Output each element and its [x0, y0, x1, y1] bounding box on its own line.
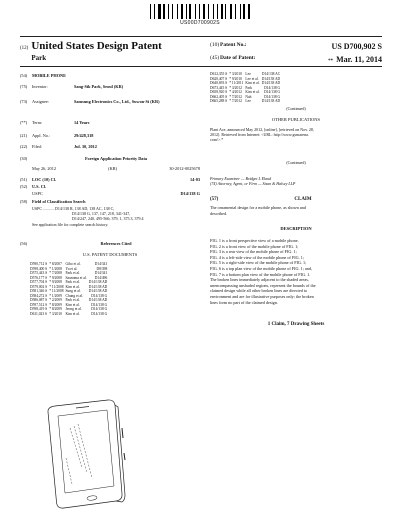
- header-rule-bottom: [20, 66, 382, 67]
- reference-cell: * 2/2009: [49, 298, 62, 302]
- reference-cell: Nah: [245, 94, 252, 99]
- reference-cell: D14/138 G: [91, 311, 108, 316]
- description-line: FIG. 2 is a front view of the mobile phone of FIG. 1;: [210, 243, 299, 249]
- reference-cell: D586,087 S: [30, 298, 48, 302]
- reference-row: [30, 271, 109, 276]
- field-term: (**) Term: 14 Years: [20, 120, 90, 125]
- field-title: (54) MOBILE PHONE: [20, 73, 67, 78]
- reference-cell: Park et al.: [65, 280, 81, 284]
- reference-cell: * 7/2008: [49, 271, 62, 275]
- barcode-bar: [208, 4, 209, 19]
- description-line: FIG. 4 is a left-side view of the mobile phone of FIG. 1;: [210, 254, 304, 260]
- reference-cell: * 8/2009: [49, 302, 62, 307]
- reference-cell: D584,272 S: [30, 293, 48, 298]
- header-rule: [20, 36, 382, 37]
- description-line: The broken lines immediately adjacent to the shaded areas,: [210, 277, 309, 283]
- reference-cell: * 3/2010: [229, 72, 242, 76]
- reference-cell: D14/138 AD: [261, 99, 281, 103]
- reference-cell: Kim et al.: [245, 90, 260, 94]
- reference-cell: D14/138 G: [264, 90, 281, 94]
- barcode-number: US00D700902S: [180, 20, 220, 26]
- reference-cell: D14/341: [94, 271, 108, 275]
- reference-cell: Park: [245, 85, 252, 90]
- barcode-bar: [213, 4, 214, 19]
- barcode-bar: [221, 4, 223, 19]
- reference-cell: D14/138 AC: [261, 72, 281, 76]
- barcode-bar: [166, 4, 167, 19]
- foreign-priority-heading: (30) Foreign Application Priority Data: [20, 156, 148, 161]
- reference-cell: D598,419 S: [30, 307, 48, 311]
- reference-row: [30, 307, 109, 312]
- reference-cell: * 9/2008: [49, 275, 62, 280]
- reference-cell: Yu et al.: [65, 266, 78, 271]
- description-line: FIG. 5 is a right-side view of the mobile phone of FIG. 1;: [210, 260, 307, 266]
- barcode-bar: [217, 4, 218, 19]
- barcode-bar: [187, 4, 188, 19]
- reference-cell: D611,023 S: [30, 311, 48, 316]
- reference-cell: D14/496: [94, 275, 108, 280]
- other-publications-title: OTHER PUBLICATIONS: [271, 117, 321, 122]
- inventor-surname: Park: [31, 54, 47, 62]
- reference-cell: * 9/2010: [229, 76, 242, 81]
- doc-type-title: (12) United States Design Patent: [20, 40, 162, 52]
- description-line: FIG. 6 is a top plan view of the mobile phone of FIG. 1; and,: [210, 265, 312, 271]
- reference-cell: * 4/2012: [229, 90, 242, 94]
- barcode-bar: [195, 4, 196, 19]
- field-loc-class: (51) LOC (10) Cl. 14-03: [20, 177, 200, 182]
- reference-cell: * 3/2012: [229, 85, 242, 90]
- reference-cell: D590,712 S: [30, 262, 48, 266]
- barcode-bar: [189, 4, 191, 19]
- barcode-bar: [152, 4, 154, 19]
- reference-cell: D575,443 S: [30, 271, 48, 275]
- reference-cell: D14/138 AD: [88, 284, 108, 289]
- reference-cell: * 9/2008: [49, 280, 62, 284]
- reference-cell: * 1/2009: [49, 293, 62, 298]
- barcode-bar: [237, 4, 239, 19]
- barcode-bar: [206, 4, 207, 19]
- description-line: FIG. 1 is a front perspective view of a mobile phone.: [210, 238, 299, 243]
- reference-cell: * 7/2012: [229, 94, 242, 99]
- barcode-bar: [227, 4, 229, 19]
- reference-cell: D673,445 S: [210, 85, 228, 90]
- reference-cell: Kim et al.: [245, 81, 260, 85]
- description-line: FIG. 3 is a rear view of the mobile phone of FIG. 1;: [210, 249, 297, 255]
- reference-cell: * 11/2008: [49, 289, 64, 293]
- reference-row: [30, 289, 109, 294]
- reference-cell: Park et al.: [65, 298, 81, 302]
- description-line: FIG. 7 is a bottom plan view of the mobile phone of FIG. 1.: [210, 271, 311, 277]
- barcode-bar: [203, 4, 205, 19]
- references-heading: (56) References Cited: [20, 241, 132, 246]
- field-appl-no: (21) Appl. No.: 29/428,318: [20, 133, 94, 138]
- reference-cell: D665,288 S: [210, 99, 228, 103]
- reference-cell: Gibo et al.: [65, 262, 81, 266]
- barcode-bar: [219, 4, 220, 19]
- reference-cell: Kim et al.: [65, 302, 80, 307]
- reference-cell: D14/138 AD: [261, 81, 281, 85]
- reference-cell: * 3/2010: [49, 311, 62, 316]
- reference-cell: Sung et al.: [65, 289, 81, 293]
- barcode-bar: [184, 4, 185, 19]
- references-continued: (Continued): [286, 106, 306, 111]
- field-inventor: (75) Inventor: Sang-Sik Park, Seoul (KR): [20, 84, 124, 89]
- barcode-bar: [230, 4, 232, 19]
- reference-row: [210, 99, 282, 104]
- reference-cell: D14/138 G: [91, 307, 108, 311]
- reference-cell: D577,704 S: [30, 280, 48, 284]
- barcode-bar: [233, 4, 234, 19]
- barcode-bar: [197, 4, 198, 19]
- mobile-phone-drawing: [30, 398, 140, 510]
- barcode-bar: [162, 4, 163, 19]
- barcode-bar: [150, 4, 151, 19]
- claims-count: 1 Claim, 7 Drawing Sheets: [267, 322, 325, 327]
- barcode-bar: [246, 4, 247, 19]
- reference-cell: D14/138 G: [91, 293, 108, 298]
- barcode-bar: [248, 4, 250, 19]
- reference-cell: Kim et al.: [65, 284, 80, 289]
- reference-cell: D640,693 S: [210, 81, 228, 85]
- reference-cell: D14/138 G: [91, 302, 108, 307]
- reference-cell: Lee et al.: [245, 76, 259, 81]
- description-line: claimed design while all other broken lines are directed to: [210, 288, 308, 294]
- date-of-patent-row: (45) Date of Patent: ** Mar. 11, 2014: [210, 55, 382, 64]
- barcode-bar: [210, 4, 212, 19]
- barcode-bar: [186, 4, 187, 19]
- barcode-bar: [179, 4, 180, 19]
- barcode-bar: [163, 4, 165, 19]
- barcode-bar: [154, 4, 155, 19]
- reference-row: [30, 298, 109, 303]
- reference-cell: D14/138 G: [264, 94, 281, 99]
- reference-row: [30, 262, 109, 267]
- barcode-bar: [241, 4, 242, 19]
- reference-cell: Lee: [245, 72, 251, 76]
- foreign-priority-row: May 26, 2012 (KR) 30-2012-0025678: [32, 166, 200, 171]
- reference-cell: D576,177 S: [30, 275, 48, 280]
- reference-row: [210, 81, 282, 86]
- reference-cell: D612,355 S: [210, 72, 228, 76]
- reference-row: [210, 72, 282, 77]
- reference-cell: D620,407 S: [210, 76, 228, 81]
- field-us-class: (52) U.S. Cl.: [20, 184, 47, 189]
- reference-cell: D14/138 AD: [88, 289, 108, 293]
- barcode-bar: [174, 4, 176, 19]
- barcode-bar: [240, 4, 241, 19]
- other-publications-text: Plant Ace, announced May 2012, [online], [retrieved on Nov. 28, 2012]. Retrieved from Internet: <URL: http://www.gsmarena. com/>.*: [210, 127, 314, 143]
- barcode: [150, 4, 250, 19]
- reference-cell: D581,346 S: [30, 289, 48, 293]
- barcode-bar: [168, 4, 169, 19]
- description-text: [210, 238, 382, 305]
- barcode-bar: [199, 4, 201, 19]
- barcode-bar: [235, 4, 236, 19]
- barcode-bar: [215, 4, 217, 19]
- description-line: unencompassing unshaded regions, represent the bounds of the: [210, 282, 316, 288]
- reference-cell: Saunoma et al.: [65, 275, 87, 280]
- barcode-bar: [158, 4, 160, 19]
- reference-cell: Park et al.: [65, 271, 81, 275]
- reference-cell: D598,400 S: [30, 266, 48, 271]
- other-publications-continued: (Continued): [286, 160, 306, 165]
- claim-heading: (57) CLAIM: [210, 197, 312, 202]
- patent-number-row: (10) Patent No.: US D700,902 S: [210, 42, 382, 51]
- reference-cell: Kim et al.: [65, 311, 80, 316]
- reference-cell: D14/138 AD: [261, 76, 281, 81]
- reference-cell: Lee: [245, 99, 251, 103]
- description-title: DESCRIPTION: [280, 226, 312, 231]
- references-subtitle: U.S. PATENT DOCUMENTS: [82, 252, 138, 257]
- references-table: [30, 262, 109, 316]
- barcode-bar: [224, 4, 225, 19]
- barcode-bar: [243, 4, 245, 19]
- claim-text: The ornamental design for a mobile phone, as shown and described.: [210, 205, 306, 216]
- reference-cell: D597,512 S: [30, 302, 48, 307]
- barcode-bar: [225, 4, 226, 19]
- reference-cell: D8/398: [96, 266, 108, 271]
- examiners: Primary Examiner — Bridget L Eland (74) Attorney, Agent, or Firm — Sisan & Halsey LLP: [210, 176, 296, 187]
- barcode-bar: [156, 4, 157, 19]
- field-search-lines: USPC ........... D14/138 R, 138 AD, 138 AC, 138 C, D14/138 G, 137, 147, 218, 341-347, D14/247, 240, 495-566; 379, 1, 375.3, 379.4 See application file for complete search history.: [32, 206, 144, 227]
- reference-cell: * 11/2008: [49, 284, 64, 289]
- field-filed: (22) Filed: Jul. 30, 2012: [20, 144, 97, 149]
- description-line: lines form no part of the claimed design.: [210, 299, 278, 305]
- description-line: environment and are for illustrative purposes only; the broken: [210, 293, 314, 299]
- right-references-table: [210, 72, 282, 104]
- reference-cell: * 8/2007: [49, 262, 62, 266]
- reference-cell: * 8/2009: [49, 307, 62, 311]
- reference-cell: D14/138 AD: [88, 298, 108, 302]
- barcode-bar: [192, 4, 194, 19]
- field-uspc: USPC D14/138 G: [32, 191, 200, 196]
- reference-cell: Chung et al.: [65, 293, 83, 298]
- reference-cell: D658,920 S: [210, 90, 228, 94]
- reference-cell: D14/138 G: [264, 85, 281, 90]
- barcode-bar: [177, 4, 178, 19]
- reference-row: [30, 312, 109, 317]
- reference-cell: D14/138 AD: [88, 280, 108, 284]
- barcode-bar: [201, 4, 202, 19]
- barcode-bar: [172, 4, 173, 19]
- reference-cell: * 11/2011: [229, 81, 244, 85]
- reference-cell: D14/341: [94, 262, 108, 266]
- reference-cell: D662,405 S: [210, 94, 228, 99]
- reference-cell: * 7/2012: [229, 99, 242, 103]
- reference-row: [210, 90, 282, 95]
- barcode-bar: [170, 4, 172, 19]
- reference-cell: * 1/2008: [49, 266, 62, 271]
- reference-cell: D579,002 S: [30, 284, 48, 289]
- barcode-bar: [181, 4, 183, 19]
- reference-cell: Jeong et al.: [65, 307, 82, 311]
- field-assignee: (73) Assignee: Samsung Electronics Co., Ltd., Suwon-Si (KR): [20, 99, 160, 104]
- field-search-heading: (58) Field of Classification Search: [20, 199, 86, 204]
- reference-row: [30, 280, 109, 285]
